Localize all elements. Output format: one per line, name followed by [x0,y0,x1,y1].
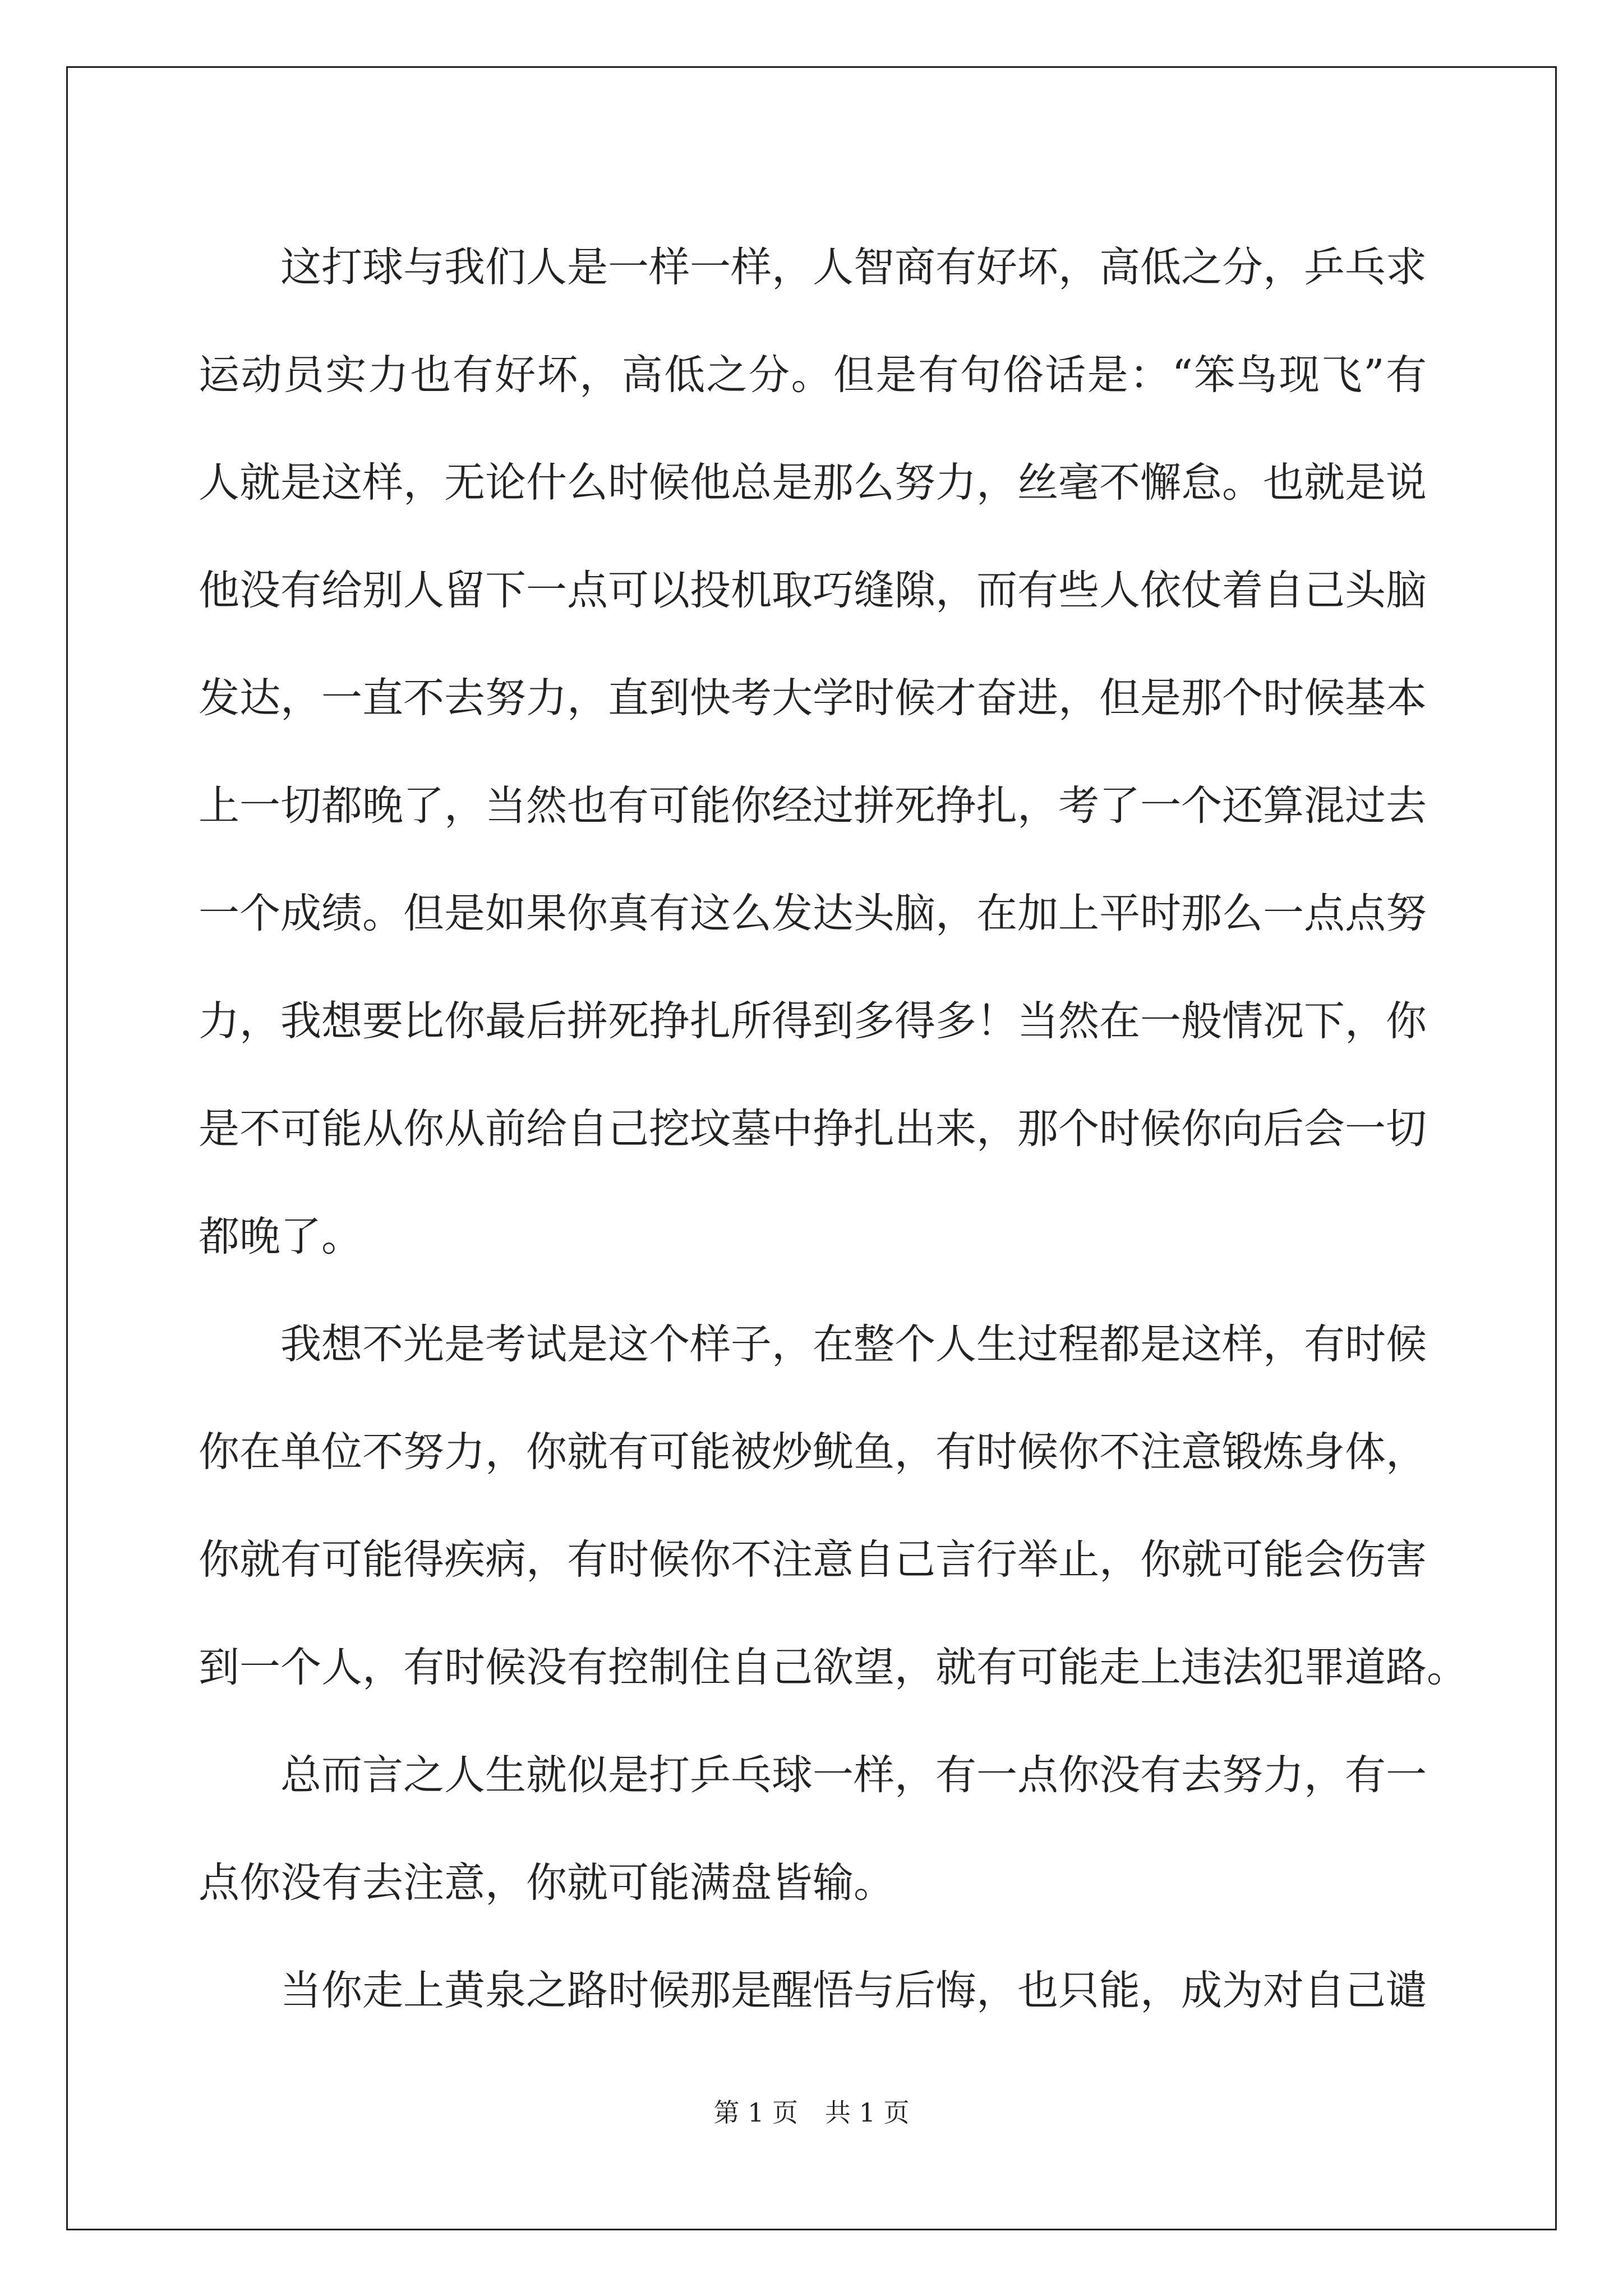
text-line: 我想不光是考试是这个样子，在整个人生过程都是这样，有时候 [280,1320,1427,1368]
text-line: 都晚了。 [199,1213,362,1260]
text-line: 总而言之人生就似是打乒乓球一样，有一点你没有去努力，有一 [280,1751,1427,1799]
text-line: 这打球与我们人是一样一样，人智商有好坏，高低之分，乒乓求 [280,243,1427,291]
text-line: 上一切都晚了，当然也有可能你经过拼死挣扎，考了一个还算混过去 [199,782,1427,830]
page-footer [0,2092,1623,2129]
text-line: 人就是这样，无论什么时候他总是那么努力，丝毫不懈怠。也就是说 [199,459,1427,507]
text-line: 你就有可能得疾病，有时候你不注意自己言行举止，你就可能会伤害 [199,1536,1427,1584]
text-line: 是不可能从你从前给自己挖坟墓中挣扎出来，那个时候你向后会一切 [199,1105,1427,1153]
document-body [199,214,1468,2045]
page-number: 第 1 页 [713,2097,798,2128]
text-line: 你在单位不努力，你就有可能被炒鱿鱼，有时候你不注意锻炼身体， [199,1428,1427,1476]
page-total: 共 1 页 [825,2097,910,2128]
text-line: 运动员实力也有好坏，高低之分。但是有句俗话是：“笨鸟现飞”有 [199,351,1427,399]
text-line: 到一个人，有时候没有控制住自己欲望，就有可能走上违法犯罪道路。 [199,1644,1468,1691]
text-line: 力，我想要比你最后拼死挣扎所得到多得多！当然在一般情况下，你 [199,997,1427,1045]
text-line: 当你走上黄泉之路时候那是醒悟与后悔，也只能，成为对自己谴 [280,1967,1427,2014]
text-line: 点你没有去注意，你就可能满盘皆输。 [199,1859,895,1907]
text-line: 发达，一直不去努力，直到快考大学时候才奋进，但是那个时候基本 [199,674,1427,722]
text-line: 一个成绩。但是如果你真有这么发达头脑，在加上平时那么一点点努 [199,890,1427,937]
text-line: 他没有给别人留下一点可以投机取巧缝隙，而有些人依仗着自己头脑 [199,567,1427,614]
